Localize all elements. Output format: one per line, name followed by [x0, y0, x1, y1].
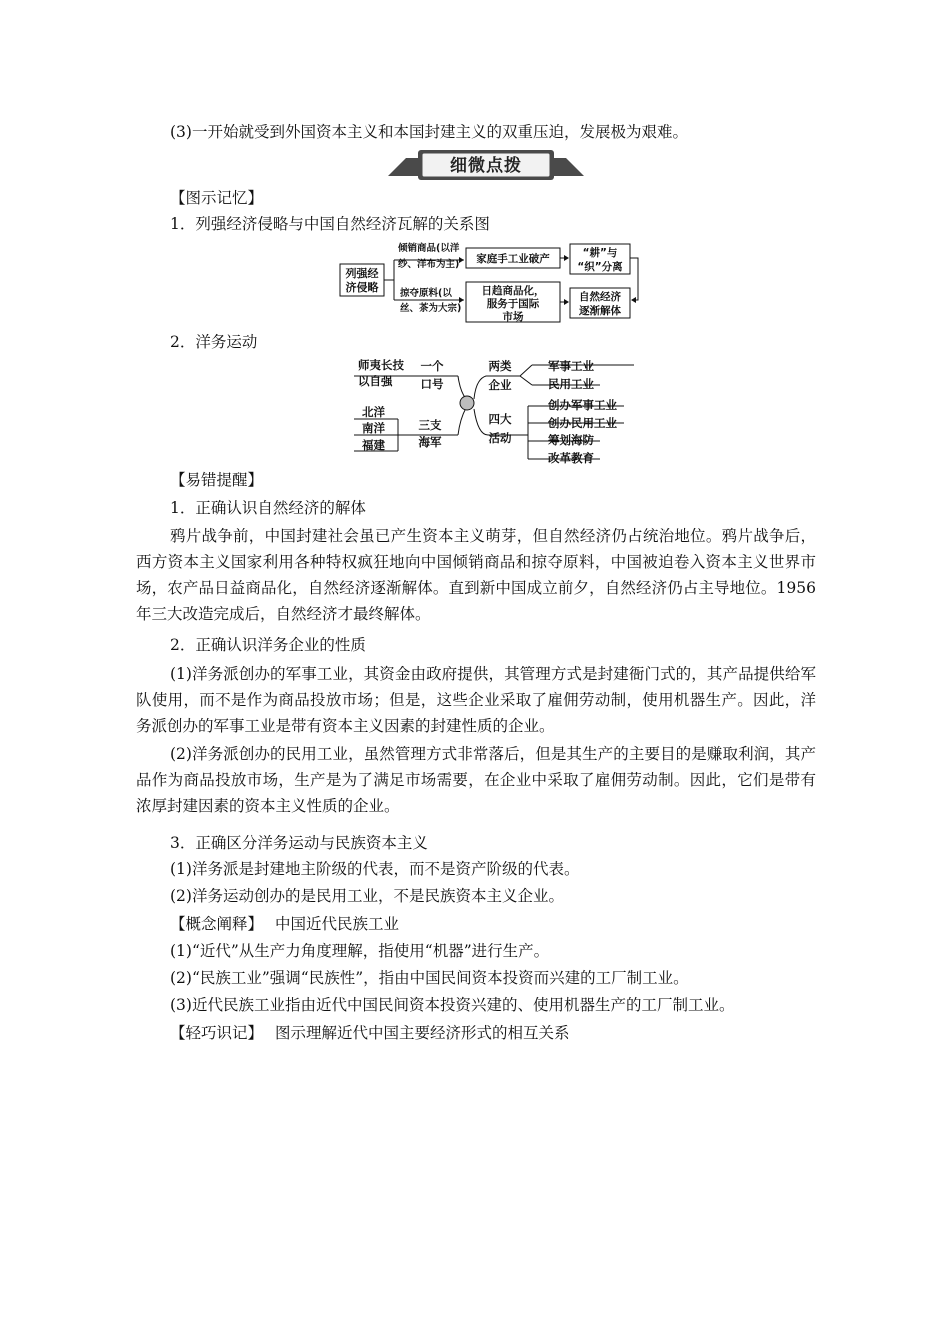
tushi-heading: 【图示记忆】 [170, 189, 264, 207]
d2-slogan-tag-1: 一个 [420, 359, 444, 373]
d2-beiyang: 北洋 [362, 405, 385, 419]
d2-nanyang: 南洋 [362, 421, 385, 435]
diagram2-caption: 2．洋务运动 [170, 333, 258, 351]
diagram1-caption: 1．列强经济侵略与中国自然经济瓦解的关系图 [170, 215, 490, 233]
section3-line1: (1)洋务派是封建地主阶级的代表，而不是资产阶级的代表。 [170, 860, 580, 878]
economic-invasion-diagram [336, 238, 646, 326]
qingqiao-line [170, 1023, 850, 1043]
d2-civil: 民用工业 [548, 377, 594, 391]
d1-upper-2: 纱、洋布为主) [398, 259, 460, 270]
d2-slogan-1: 师夷长技 [358, 358, 404, 372]
d1-box-market-3: 市场 [502, 311, 524, 323]
d2-act-2: 活动 [488, 431, 512, 445]
d1-left-2: 济侵略 [345, 281, 379, 294]
d2-military: 军事工业 [548, 359, 594, 373]
top-line: (3)一开始就受到外国资本主义和本国封建主义的双重压迫，发展极为艰难。 [170, 123, 688, 141]
d2-a1: 创办军事工业 [548, 398, 617, 412]
d2-a2: 创办民用工业 [548, 416, 617, 430]
d2-fujian: 福建 [362, 438, 385, 452]
d2-navy-1: 三支 [418, 418, 442, 432]
gainian-line1: (1)“近代”从生产力角度理解，指使用“机器”进行生产。 [170, 942, 550, 960]
section2-para1: (1)洋务派创办的军事工业，其资金由政府提供，其管理方式是封建衙门式的，其产品提供给军队使用，而不是作为商品投放市场；但是，这些企业采取了雇佣劳动制，使用机器生产。因此，洋务派创办的军事工业是带有资本主义因素的封建性质的企业。 [136, 665, 816, 735]
d1-box-geng-2: “织”分离 [577, 261, 623, 273]
d1-box-market-1: 日趋商品化， [481, 285, 545, 297]
d1-lower-1: 掠夺原料(以 [400, 288, 452, 299]
section2-para2: (2)洋务派创办的民用工业，虽然管理方式非常落后，但是其生产的主要目的是赚取利润，其产品作为商品投放市场，生产是为了满足市场需要，在企业中采取了雇佣劳动制。因此，它们是带有浓厚封建因素的资本主义性质的企业。 [136, 745, 816, 815]
westernization-diagram [354, 355, 644, 467]
gainian-title: 中国近代民族工业 [275, 915, 400, 933]
d2-ent-2: 企业 [488, 378, 512, 392]
d2-a3: 筹划海防 [548, 433, 594, 447]
d1-box-geng-1: “耕”与 [582, 247, 618, 259]
d1-lower-2: 丝、茶为大宗) [400, 303, 462, 314]
d2-a4: 改革教育 [548, 451, 594, 465]
d1-box-natural-1: 自然经济 [579, 291, 621, 303]
section3-title: 3．正确区分洋务运动与民族资本主义 [170, 834, 428, 852]
d1-box-market-2: 服务于国际 [486, 298, 540, 310]
gainian-line3: (3)近代民族工业指由近代中国民间资本投资兴建的、使用机器生产的工厂制工业。 [170, 996, 735, 1014]
section1-title: 1．正确认识自然经济的解体 [170, 499, 366, 517]
d2-act-1: 四大 [488, 412, 512, 426]
section1-text: 鸦片战争前，中国封建社会虽已产生资本主义萌芽，但自然经济仍占统治地位。鸦片战争后，西方资本主义国家利用各种特权疯狂地向中国倾销商品和掠夺原料，中国被迫卷入资本主义世界市场，农产品日益商品化，自然经济逐渐解体。直到新中国成立前夕，自然经济仍占主导地位。1956年三大改造完成后，自然经济才最终解体。 [136, 527, 816, 623]
gainian-line2: (2)“民族工业”强调“民族性”，指由中国民间资本投资而兴建的工厂制工业。 [170, 969, 689, 987]
d2-slogan-tag-2: 口号 [420, 377, 444, 391]
section3-line2: (2)洋务运动创办的是民用工业，不是民族资本主义企业。 [170, 887, 564, 905]
d1-box-family: 家庭手工业破产 [476, 253, 550, 265]
gainian-line [170, 914, 850, 934]
banner-title: 细微点拨 [450, 156, 522, 176]
d2-ent-1: 两类 [488, 359, 512, 373]
yicuo-heading: 【易错提醒】 [170, 471, 264, 489]
d2-slogan-2: 以自强 [358, 374, 393, 388]
d1-left-1: 列强经 [345, 267, 379, 280]
section2-title: 2．正确认识洋务企业的性质 [170, 636, 366, 654]
qingqiao-heading: 【轻巧识记】 [170, 1024, 264, 1042]
section-banner [388, 148, 584, 182]
d2-navy-2: 海军 [418, 435, 442, 449]
d1-upper-1: 倾销商品(以洋 [398, 243, 460, 254]
qingqiao-title: 图示理解近代中国主要经济形式的相互关系 [275, 1024, 570, 1042]
gainian-heading: 【概念阐释】 [170, 915, 264, 933]
d1-box-natural-2: 逐渐解体 [579, 305, 621, 317]
